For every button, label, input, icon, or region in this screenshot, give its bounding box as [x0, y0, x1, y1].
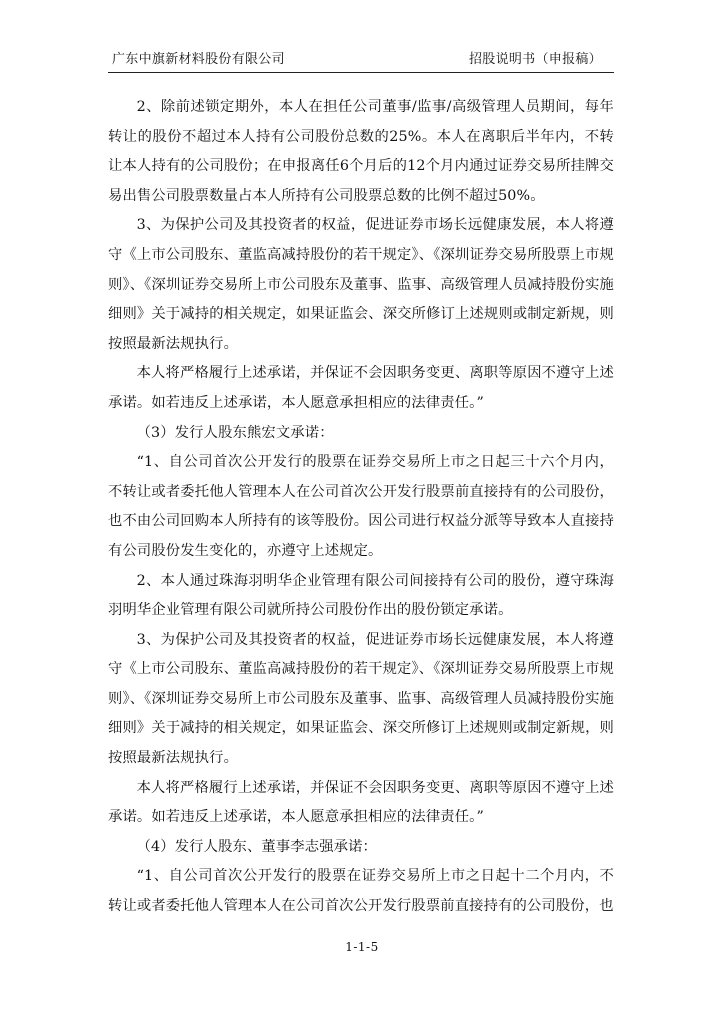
paragraph-commitment-2: 本人将严格履行上述承诺，并保证不会因职务变更、离职等原因不遵守上述承诺。如若违反上述承诺，本人愿意承担相应的法律责任。” [108, 779, 614, 826]
paragraph-lockup-terms: 2、除前述锁定期外，本人在担任公司董事/监事/高级管理人员期间，每年转让的股份不超过本人持有公司股份总数的25%。本人在离职后半年内，不转让本人持有的公司股份；在申报离任6个月后的12个月内通过证券交易所挂牌交易出售公司股票数量占本人所持有公司股票总数的比例不超过50%。 [108, 99, 614, 204]
subheading-li: （4）发行人股东、董事李志强承诺： [136, 838, 377, 855]
page-header [108, 50, 614, 73]
body-text [108, 93, 614, 922]
subheading-xiong: （3）发行人股东熊宏文承诺： [136, 424, 334, 441]
page-number: 1-1-5 [345, 940, 379, 954]
paragraph-reduction-rules: 3、为保护公司及其投资者的权益，促进证券市场长远健康发展，本人将遵守《上市公司股东、董监高减持股份的若干规定》、《深圳证券交易所股票上市规则》、《深圳证券交易所上市公司股东及董事、监事、高级管理人员减持股份实施细则》关于减持的相关规定，如果证监会、深交所修订上述规则或制定新规，则按照最新法规执行。 [108, 217, 614, 352]
paragraph-36-month-lockup: “1、自公司首次公开发行的股票在证券交易所上市之日起三十六个月内，不转让或者委托他人管理本人在公司首次公开发行股票前直接持有的公司股份，也不由公司回购本人所持有的该等股份。因公司进行权益分派等导致本人直接持有公司股份发生变化的，亦遵守上述规定。 [108, 454, 614, 559]
company-name: 广东中旗新材料股份有限公司 [112, 52, 285, 67]
paragraph-indirect-holding: 2、本人通过珠海羽明华企业管理有限公司间接持有公司的股份，遵守珠海羽明华企业管理有限公司就所持公司股份作出的股份锁定承诺。 [108, 572, 614, 619]
document-title: 招股说明书（申报稿） [468, 52, 602, 67]
paragraph-commitment: 本人将严格履行上述承诺，并保证不会因职务变更、离职等原因不遵守上述承诺。如若违反上述承诺，本人愿意承担相应的法律责任。” [108, 365, 614, 411]
paragraph-12-month-lockup: “1、自公司首次公开发行的股票在证券交易所上市之日起十二个月内，不转让或者委托他人管理本人在公司首次公开发行股票前直接持有的公司股份，也 [108, 868, 614, 915]
paragraph-reduction-rules-2: 3、为保护公司及其投资者的权益，促进证券市场长远健康发展，本人将遵守《上市公司股东、董监高减持股份的若干规定》、《深圳证券交易所股票上市规则》、《深圳证券交易所上市公司股东及董事、监事、高级管理人员减持股份实施细则》关于减持的相关规定，如果证监会、深交所修订上述规则或制定新规，则按照最新法规执行。 [108, 631, 614, 767]
